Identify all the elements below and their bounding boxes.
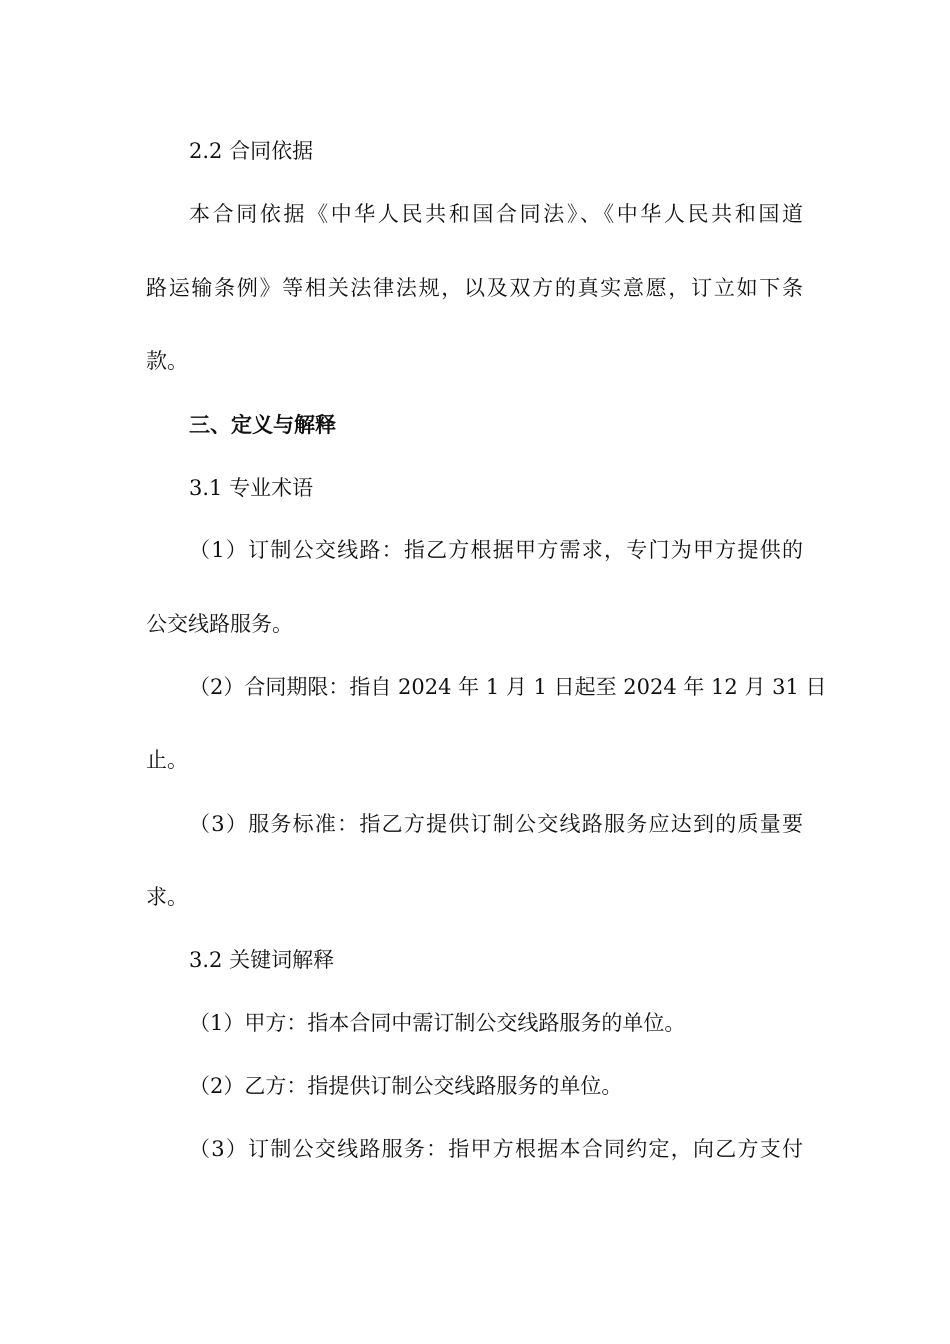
term-2-line-1: （2）合同期限：指自 2024 年 1 月 1 日起至 2024 年 12 月 31 日 — [189, 675, 827, 699]
basis-paragraph-line-2: 路运输条例》等相关法律法规，以及双方的真实意愿，订立如下条 — [146, 276, 803, 300]
term-2-line-2: 止。 — [146, 748, 188, 772]
section-heading-3-1: 3.1 专业术语 — [189, 476, 314, 500]
section-heading-2-2: 2.2 合同依据 — [189, 139, 314, 163]
keyword-1: （1）甲方：指本合同中需订制公交线路服务的单位。 — [189, 1011, 686, 1035]
keyword-3-line-1: （3）订制公交线路服务：指甲方根据本合同约定，向乙方支付 — [189, 1137, 803, 1161]
term-3-line-1: （3）服务标准：指乙方提供订制公交线路服务应达到的质量要 — [189, 812, 803, 836]
basis-paragraph-line-3: 款。 — [146, 349, 188, 373]
term-3-line-2: 求。 — [146, 885, 188, 909]
section-heading-3: 三、定义与解释 — [189, 412, 336, 437]
term-1-line-2: 公交线路服务。 — [146, 612, 293, 636]
basis-paragraph-line-1: 本合同依据《中华人民共和国合同法》、《中华人民共和国道 — [189, 202, 803, 226]
keyword-2: （2）乙方：指提供订制公交线路服务的单位。 — [189, 1074, 623, 1098]
section-heading-3-2: 3.2 关键词解释 — [189, 948, 335, 972]
term-1-line-1: （1）订制公交线路：指乙方根据甲方需求，专门为甲方提供的 — [189, 538, 803, 562]
